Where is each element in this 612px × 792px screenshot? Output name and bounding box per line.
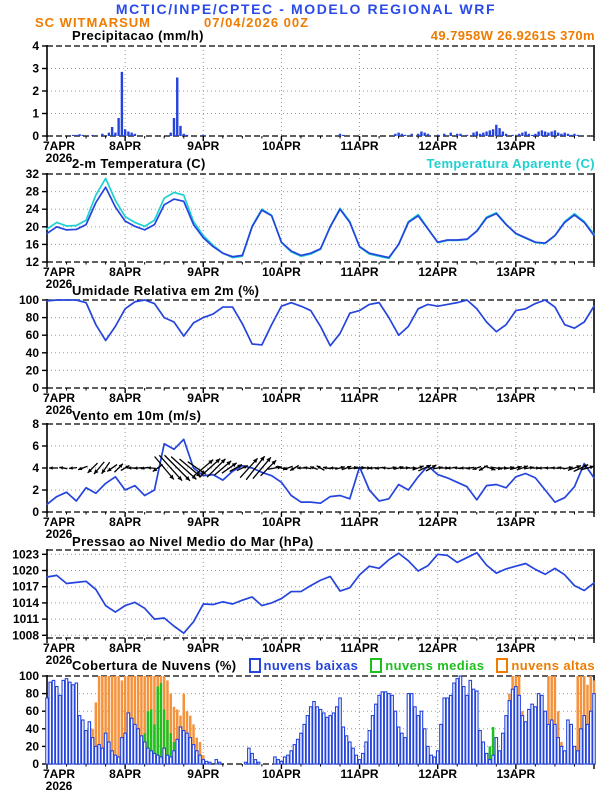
svg-text:9APR: 9APR [187, 265, 220, 279]
panel-title-humidity: Umidade Relativa em 2m (%) [72, 283, 260, 298]
svg-text:13APR: 13APR [496, 767, 536, 781]
svg-text:1: 1 [32, 106, 39, 121]
svg-text:9APR: 9APR [187, 391, 220, 405]
apparent-temperature-label: Temperatura Aparente (C) [426, 156, 595, 171]
svg-text:80: 80 [25, 686, 39, 701]
svg-text:20: 20 [25, 219, 39, 234]
svg-text:11APR: 11APR [340, 641, 379, 655]
svg-text:12APR: 12APR [418, 391, 458, 405]
svg-text:20: 20 [25, 739, 39, 754]
svg-text:2026: 2026 [45, 151, 73, 165]
svg-text:11APR: 11APR [340, 515, 379, 529]
svg-text:1011: 1011 [12, 612, 39, 627]
svg-text:2026: 2026 [45, 527, 73, 541]
run-datetime: 07/04/2026 00Z [204, 15, 310, 30]
svg-text:1020: 1020 [12, 563, 39, 578]
svg-text:0: 0 [32, 757, 39, 771]
svg-text:0: 0 [32, 381, 39, 395]
panel-title-precipitation: Precipitacao (mm/h) [72, 28, 204, 43]
svg-text:2026: 2026 [45, 779, 73, 792]
svg-text:11APR: 11APR [340, 767, 379, 781]
svg-text:60: 60 [25, 328, 39, 343]
svg-text:13APR: 13APR [496, 391, 536, 405]
station-coordinates: 49.7958W 26.9261S 370m [430, 28, 595, 43]
svg-text:1008: 1008 [12, 628, 39, 643]
svg-text:10APR: 10APR [262, 265, 301, 279]
model-title: MCTIC/INPE/CPTEC - MODELO REGIONAL WRF [115, 1, 497, 17]
panel-title-cloud-cover: Cobertura de Nuvens (%) [72, 658, 237, 673]
svg-text:12APR: 12APR [418, 265, 458, 279]
svg-text:7APR: 7APR [42, 391, 76, 405]
svg-text:8APR: 8APR [109, 265, 142, 279]
svg-text:7APR: 7APR [42, 139, 76, 153]
svg-text:40: 40 [25, 721, 39, 736]
svg-text:2: 2 [32, 483, 39, 497]
svg-text:24: 24 [25, 202, 39, 217]
svg-text:1014: 1014 [12, 595, 39, 610]
svg-text:7APR: 7APR [42, 265, 76, 279]
svg-text:8APR: 8APR [109, 391, 142, 405]
svg-text:10APR: 10APR [262, 515, 301, 529]
svg-text:13APR: 13APR [496, 139, 536, 153]
svg-text:11APR: 11APR [340, 265, 379, 279]
svg-text:16: 16 [25, 237, 39, 252]
svg-text:100: 100 [18, 293, 39, 307]
svg-text:10APR: 10APR [262, 139, 301, 153]
svg-text:10APR: 10APR [262, 641, 301, 655]
svg-text:12APR: 12APR [418, 767, 458, 781]
svg-text:4: 4 [32, 39, 39, 53]
svg-text:13APR: 13APR [496, 515, 536, 529]
station-name: SC WITMARSUM [35, 15, 151, 30]
svg-text:10APR: 10APR [262, 391, 301, 405]
svg-text:4: 4 [32, 461, 39, 475]
panel-title-temperature: 2-m Temperatura (C) [72, 156, 206, 171]
svg-text:8APR: 8APR [109, 641, 142, 655]
svg-text:11APR: 11APR [340, 391, 379, 405]
svg-text:13APR: 13APR [496, 641, 536, 655]
svg-text:9APR: 9APR [187, 641, 220, 655]
svg-text:2026: 2026 [45, 277, 73, 291]
svg-text:9APR: 9APR [187, 139, 220, 153]
svg-text:12: 12 [25, 255, 39, 269]
svg-text:7APR: 7APR [42, 641, 76, 655]
svg-text:20: 20 [25, 363, 39, 378]
svg-text:2026: 2026 [45, 653, 73, 667]
svg-text:3: 3 [32, 61, 39, 76]
svg-text:6: 6 [32, 439, 39, 453]
svg-text:10APR: 10APR [262, 767, 301, 781]
panel-title-pressure: Pressao ao Nivel Medio do Mar (hPa) [72, 534, 314, 549]
svg-text:7APR: 7APR [42, 767, 76, 781]
panel-title-wind: Vento em 10m (m/s) [72, 408, 202, 423]
svg-text:2: 2 [32, 84, 39, 98]
svg-text:28: 28 [25, 184, 39, 199]
svg-text:32: 32 [25, 167, 39, 181]
svg-text:9APR: 9APR [187, 515, 220, 529]
legend-label-low-clouds: nuvens baixas [263, 658, 359, 673]
svg-text:100: 100 [18, 669, 39, 683]
svg-text:40: 40 [25, 345, 39, 360]
svg-text:13APR: 13APR [496, 265, 536, 279]
svg-text:0: 0 [32, 505, 39, 519]
svg-text:60: 60 [25, 704, 39, 719]
svg-text:12APR: 12APR [418, 641, 458, 655]
svg-text:8: 8 [32, 417, 39, 431]
svg-text:0: 0 [32, 129, 39, 143]
svg-text:1017: 1017 [12, 579, 39, 594]
svg-text:80: 80 [25, 310, 39, 325]
svg-text:8APR: 8APR [109, 139, 142, 153]
svg-text:12APR: 12APR [418, 139, 458, 153]
legend-label-high-clouds: nuvens altas [511, 658, 595, 673]
svg-text:11APR: 11APR [340, 139, 379, 153]
svg-text:7APR: 7APR [42, 515, 76, 529]
svg-text:8APR: 8APR [109, 515, 142, 529]
svg-text:12APR: 12APR [418, 515, 458, 529]
legend-label-mid-clouds: nuvens medias [385, 658, 485, 673]
svg-text:9APR: 9APR [187, 767, 220, 781]
svg-text:1023: 1023 [12, 547, 39, 562]
svg-text:2026: 2026 [45, 403, 73, 417]
svg-text:8APR: 8APR [109, 767, 142, 781]
